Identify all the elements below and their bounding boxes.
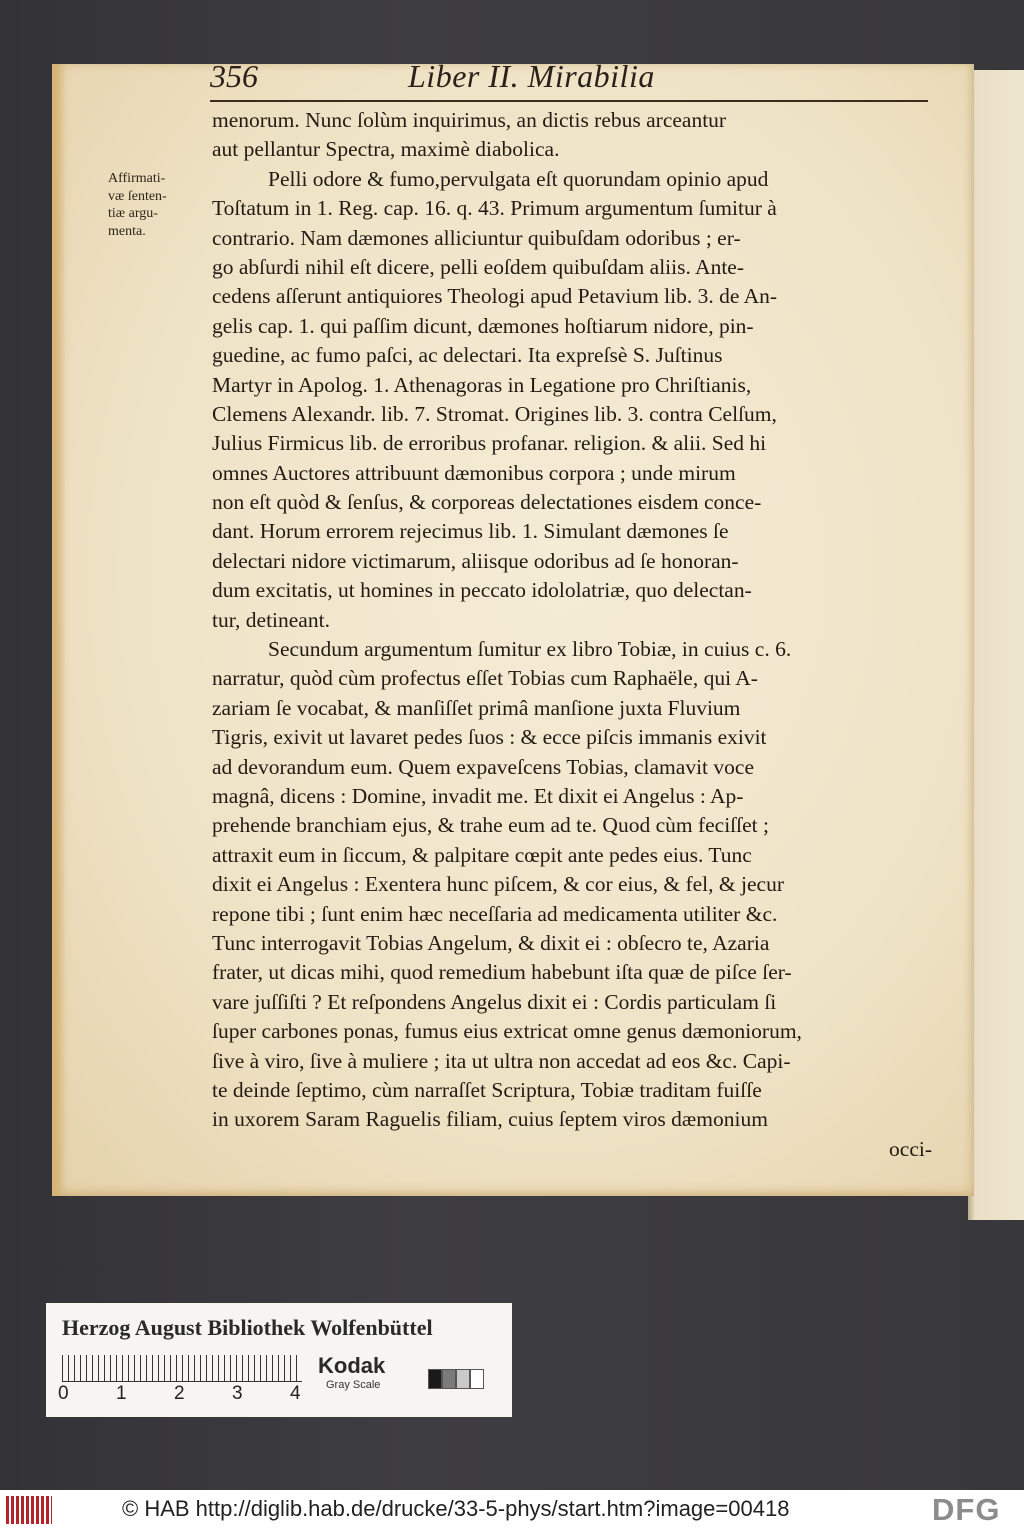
scale-numbers (58, 1383, 318, 1405)
text-line: guedine, ac fumo paſci, ac delectari. Ita expreſsè S. Juſtinus (212, 343, 723, 368)
text-line: go abſurdi nihil eſt dicere, pelli eoſdem quibuſdam aliis. Ante- (212, 254, 744, 279)
running-title: Liber II. Mirabilia (408, 58, 655, 94)
text-line: dum excitatis, ut homines in peccato idololatriæ, quo delectan- (212, 578, 752, 603)
text-line: te deinde ſeptimo, cùm narraſſet Scriptura, Tobiæ traditam fuiſſe (212, 1077, 762, 1102)
text-line: Toſtatum in 1. Reg. cap. 16. q. 43. Primum argumentum ſumitur à (212, 196, 777, 221)
gray-swatch (456, 1369, 470, 1389)
gray-swatch (442, 1369, 456, 1389)
text-line: ad devorandum eum. Quem expaveſcens Tobias, clamavit voce (212, 754, 754, 779)
catchword: occi- (889, 1136, 932, 1161)
scale-number: 1 (116, 1383, 127, 1404)
text-line: cedens aſſerunt antiquiores Theologi apud Petavium lib. 3. de An- (212, 284, 778, 309)
header-rule (210, 100, 928, 102)
text-line: dant. Horum errorem rejecimus lib. 1. Simulant dæmones ſe (212, 519, 729, 544)
scale-number: 2 (174, 1383, 185, 1404)
page-number: 356 (210, 58, 258, 94)
dfg-logo: DFG (932, 1492, 1001, 1527)
kodak-logo: Kodak (318, 1353, 386, 1378)
margin-note (108, 170, 200, 240)
scale-ruler (62, 1355, 302, 1382)
text-line: Tunc interrogavit Tobias Angelum, & dixit ei : obſecro te, Azaria (212, 930, 770, 955)
margin-note-line: menta. (108, 223, 146, 239)
text-line: ſive à viro, ſive à muliere ; ita ut ultra non accedat ad eos &c. Capi- (212, 1048, 791, 1073)
body-text (212, 106, 932, 1164)
scale-number: 0 (58, 1383, 69, 1404)
library-name: Herzog August Bibliothek Wolfenbüttel (62, 1315, 433, 1340)
adjacent-page-edge (968, 70, 1024, 1220)
margin-note-line: tiæ argu- (108, 206, 158, 221)
gray-swatches (428, 1369, 484, 1387)
hab-logo-icon (6, 1496, 52, 1524)
text-line: tur, detineant. (212, 607, 330, 632)
scale-number: 3 (232, 1383, 243, 1404)
text-line: attraxit eum in ſiccum, & palpitare cœpit ante pedes eius. Tunc (212, 842, 752, 867)
text-line: Pelli odore & fumo,pervulgata eſt quorundam opinio apud (268, 166, 769, 191)
text-line: contrario. Nam dæmones alliciuntur quibuſdam odoribus ; er- (212, 225, 741, 250)
text-line: prehende branchiam ejus, & trahe eum ad te. Quod cùm feciſſet ; (212, 813, 769, 838)
text-line: delectari nidore victimarum, aliisque odoribus ad ſe honoran- (212, 548, 739, 573)
text-line: in uxorem Saram Raguelis filiam, cuius ſeptem viros dæmonium (212, 1107, 768, 1132)
page-header (210, 58, 930, 102)
text-line: narratur, quòd cùm profectus eſſet Tobias cum Raphaële, qui A- (212, 666, 758, 691)
text-line: Clemens Alexandr. lib. 7. Stromat. Origines lib. 3. contra Celſum, (212, 401, 777, 426)
gray-scale-label: Gray Scale (326, 1379, 381, 1391)
text-line: non eſt quòd & ſenſus, & corporeas delectationes eisdem conce- (212, 490, 762, 515)
text-line: zariam ſe vocabat, & manſiſſet primâ manſione juxta Fluvium (212, 695, 741, 720)
color-target (46, 1303, 512, 1417)
text-line: frater, ut dicas mihi, quod remedium habebunt iſta quæ de piſce ſer- (212, 960, 792, 985)
text-line: magnâ, dicens : Domine, invadit me. Et dixit ei Angelus : Ap- (212, 783, 744, 808)
margin-note-line: Affirmati- (108, 171, 166, 186)
footer-url[interactable]: © HAB http://diglib.hab.de/drucke/33-5-phys/start.htm?image=00418 (122, 1496, 790, 1521)
text-line: vare juſſiſti ? Et reſpondens Angelus dixit ei : Cordis particulam ſi (212, 989, 777, 1014)
text-line: Tigris, exivit ut lavaret pedes ſuos : & ecce piſcis immanis exivit (212, 725, 767, 750)
text-line: Martyr in Apolog. 1. Athenagoras in Legatione pro Chriſtianis, (212, 372, 752, 397)
text-line: menorum. Nunc ſolùm inquirimus, an dictis rebus arceantur (212, 108, 727, 132)
footer-bar (0, 1490, 1024, 1530)
text-line: dixit ei Angelus : Exentera hunc piſcem, & cor eius, & fel, & jecur (212, 872, 784, 897)
text-line: ſuper carbones ponas, fumus eius extricat omne genus dæmoniorum, (212, 1019, 802, 1044)
gray-swatch (428, 1369, 442, 1389)
text-line: Julius Firmicus lib. de erroribus profanar. religion. & alii. Sed hi (212, 431, 767, 456)
text-line: gelis cap. 1. qui paſſim dicunt, dæmones hoſtiarum nidore, pin- (212, 313, 754, 338)
text-line: omnes Auctores attribuunt dæmonibus corpora ; unde mirum (212, 460, 736, 485)
margin-note-line: væ ſenten- (108, 188, 167, 204)
text-line: Secundum argumentum ſumitur ex libro Tobiæ, in cuius c. 6. (268, 637, 792, 662)
gray-swatch (470, 1369, 484, 1389)
text-line: repone tibi ; ſunt enim hæc neceſſaria ad medicamenta utiliter &c. (212, 901, 778, 926)
text-line: aut pellantur Spectra, maximè diabolica. (212, 137, 560, 162)
scale-number: 4 (290, 1383, 301, 1404)
